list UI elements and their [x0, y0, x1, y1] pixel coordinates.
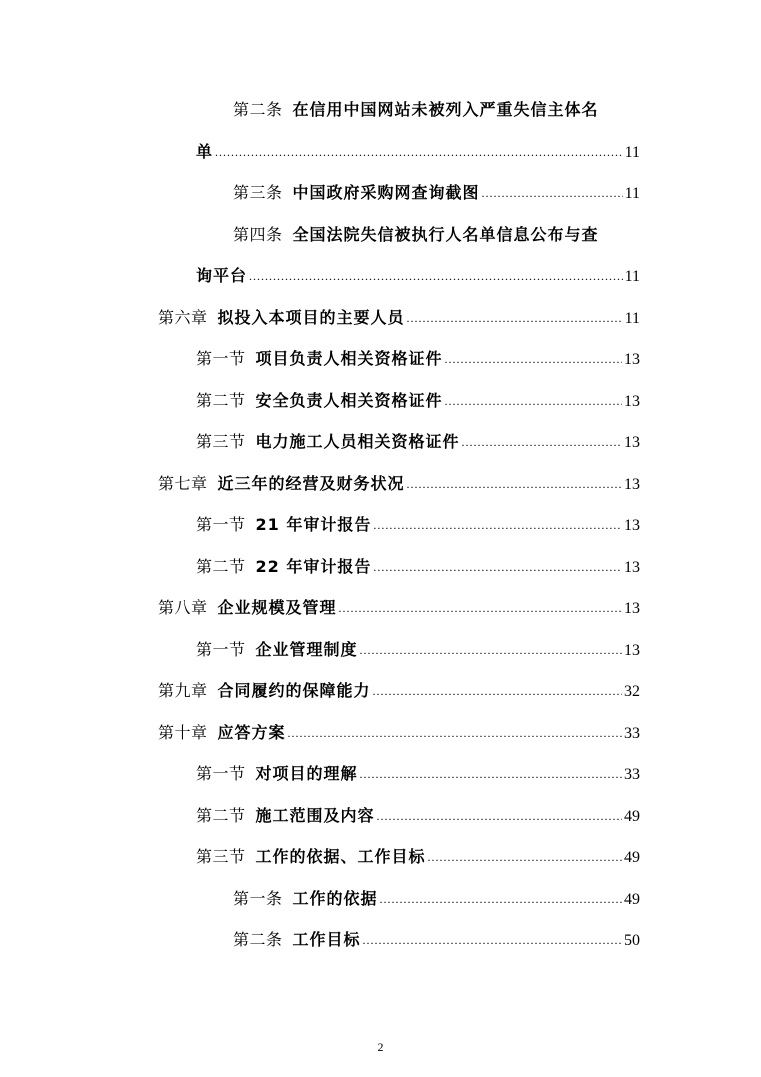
- toc-entry-title: 项目负责人相关资格证件: [255, 349, 443, 368]
- toc-leader-dots: [363, 928, 622, 952]
- toc-leader-dots: [428, 845, 622, 869]
- page-number: 2: [377, 1040, 384, 1054]
- toc-leader-dots: [377, 804, 622, 828]
- toc-entry-page: 13: [624, 351, 640, 368]
- toc-leader-dots: [360, 762, 622, 786]
- toc-leader-dots: [482, 181, 623, 205]
- toc-entry-title: 在信用中国网站未被列入严重失信主体名: [292, 100, 599, 119]
- toc-leader-dots: [462, 430, 622, 454]
- toc-entry-title: 应答方案: [217, 723, 286, 742]
- toc-entry-title: 施工范围及内容: [255, 806, 375, 825]
- toc-entry[interactable]: [0, 472, 761, 502]
- toc-entry-title: 拟投入本项目的主要人员: [217, 308, 405, 327]
- toc-entry-title: 工作目标: [292, 930, 361, 949]
- toc-entry[interactable]: [0, 845, 761, 875]
- toc-entry-title: 22 年审计报告: [255, 557, 372, 576]
- toc-entry[interactable]: [0, 928, 761, 958]
- toc-entry-title: 对项目的理解: [255, 764, 358, 783]
- toc-entry[interactable]: [0, 181, 761, 211]
- toc-entry-number: 第十章: [158, 725, 208, 742]
- toc-entry-number: 第六章: [158, 310, 208, 327]
- toc-entry-number: 第一节: [196, 766, 246, 783]
- toc-entry[interactable]: [0, 555, 761, 585]
- toc-leader-dots: [249, 264, 623, 288]
- toc-entry[interactable]: [0, 596, 761, 626]
- toc-entry-title: 合同履约的保障能力: [217, 681, 371, 700]
- toc-entry-page: 11: [624, 268, 640, 285]
- toc-entry-page: 49: [624, 891, 640, 908]
- toc-entry[interactable]: [0, 679, 761, 709]
- toc-entry-number: 第一节: [196, 351, 246, 368]
- toc-entry-page: 33: [624, 725, 640, 742]
- toc-entry-number: 第一节: [196, 517, 246, 534]
- toc-entry-page: 13: [624, 393, 640, 410]
- toc-entry-number: 第二节: [196, 559, 246, 576]
- toc-entry[interactable]: [0, 804, 761, 834]
- toc-entry-page: 11: [624, 185, 640, 202]
- toc-entry-title: 工作的依据、工作目标: [255, 847, 426, 866]
- toc-entry-number: 第一节: [196, 642, 246, 659]
- toc-entry-page: 49: [624, 849, 640, 866]
- toc-entry-page: 13: [624, 476, 640, 493]
- toc-leader-dots: [339, 596, 622, 620]
- toc-entry-page: 13: [624, 642, 640, 659]
- toc-entry-number: 第二节: [196, 808, 246, 825]
- toc-entry-number: 第二条: [233, 102, 283, 119]
- toc-entry-title: 21 年审计报告: [255, 515, 372, 534]
- toc-leader-dots: [373, 513, 622, 537]
- toc-entry[interactable]: [0, 140, 761, 170]
- toc-entry[interactable]: [0, 264, 761, 294]
- toc-entry-title: 企业规模及管理: [217, 598, 337, 617]
- toc-leader-dots: [407, 472, 622, 496]
- toc-entry-number: 第二节: [196, 393, 246, 410]
- toc-entry-title: 安全负责人相关资格证件: [255, 391, 443, 410]
- toc-entry-page: 32: [624, 683, 640, 700]
- toc-entry[interactable]: [0, 721, 761, 751]
- toc-entry[interactable]: [0, 430, 761, 460]
- toc-entry-page: 50: [624, 932, 640, 949]
- toc-entry-title: 企业管理制度: [255, 640, 358, 659]
- toc-entry-title: 电力施工人员相关资格证件: [255, 432, 460, 451]
- toc-leader-dots: [380, 887, 622, 911]
- toc-entry-number: 第三节: [196, 849, 246, 866]
- toc-entry-number: 第一条: [233, 891, 283, 908]
- toc-entry[interactable]: [0, 389, 761, 419]
- toc-entry[interactable]: [0, 347, 761, 377]
- toc-entry[interactable]: [0, 762, 761, 792]
- toc-entry[interactable]: [0, 223, 761, 253]
- page-footer: [0, 1040, 761, 1055]
- toc-leader-dots: [445, 347, 622, 371]
- toc-entry-number: 第三条: [233, 185, 283, 202]
- toc-leader-dots: [215, 140, 623, 164]
- toc-entry-page: 13: [624, 517, 640, 534]
- toc-leader-dots: [288, 721, 622, 745]
- toc-entry-title: 询平台: [196, 266, 248, 285]
- toc-leader-dots: [445, 389, 622, 413]
- toc-entry-page: 49: [624, 808, 640, 825]
- toc-entry-title: 中国政府采购网查询截图: [292, 183, 480, 202]
- toc-entry-page: 13: [624, 600, 640, 617]
- toc-entry-page: 13: [624, 434, 640, 451]
- toc-entry-number: 第八章: [158, 600, 208, 617]
- toc-leader-dots: [373, 679, 622, 703]
- toc-entry-title: 工作的依据: [292, 889, 378, 908]
- toc-entry-page: 11: [624, 310, 640, 327]
- toc-entry[interactable]: [0, 638, 761, 668]
- toc-entry[interactable]: [0, 98, 761, 128]
- toc-entry-number: 第九章: [158, 683, 208, 700]
- toc-entry-page: 11: [624, 144, 640, 161]
- toc-leader-dots: [373, 555, 622, 579]
- toc-entry-page: 33: [624, 766, 640, 783]
- toc-entry-number: 第二条: [233, 932, 283, 949]
- toc-entry[interactable]: [0, 306, 761, 336]
- toc-entry[interactable]: [0, 513, 761, 543]
- toc-leader-dots: [407, 306, 623, 330]
- toc-entry-number: 第四条: [233, 227, 283, 244]
- toc-entry-title: 近三年的经营及财务状况: [217, 474, 405, 493]
- toc-entry-number: 第三节: [196, 434, 246, 451]
- toc-entry-page: 13: [624, 559, 640, 576]
- toc-leader-dots: [360, 638, 622, 662]
- toc-entry-number: 第七章: [158, 476, 208, 493]
- toc-entry-title: 全国法院失信被执行人名单信息公布与查: [292, 225, 599, 244]
- toc-entry[interactable]: [0, 887, 761, 917]
- toc-entry-title: 单: [196, 142, 214, 161]
